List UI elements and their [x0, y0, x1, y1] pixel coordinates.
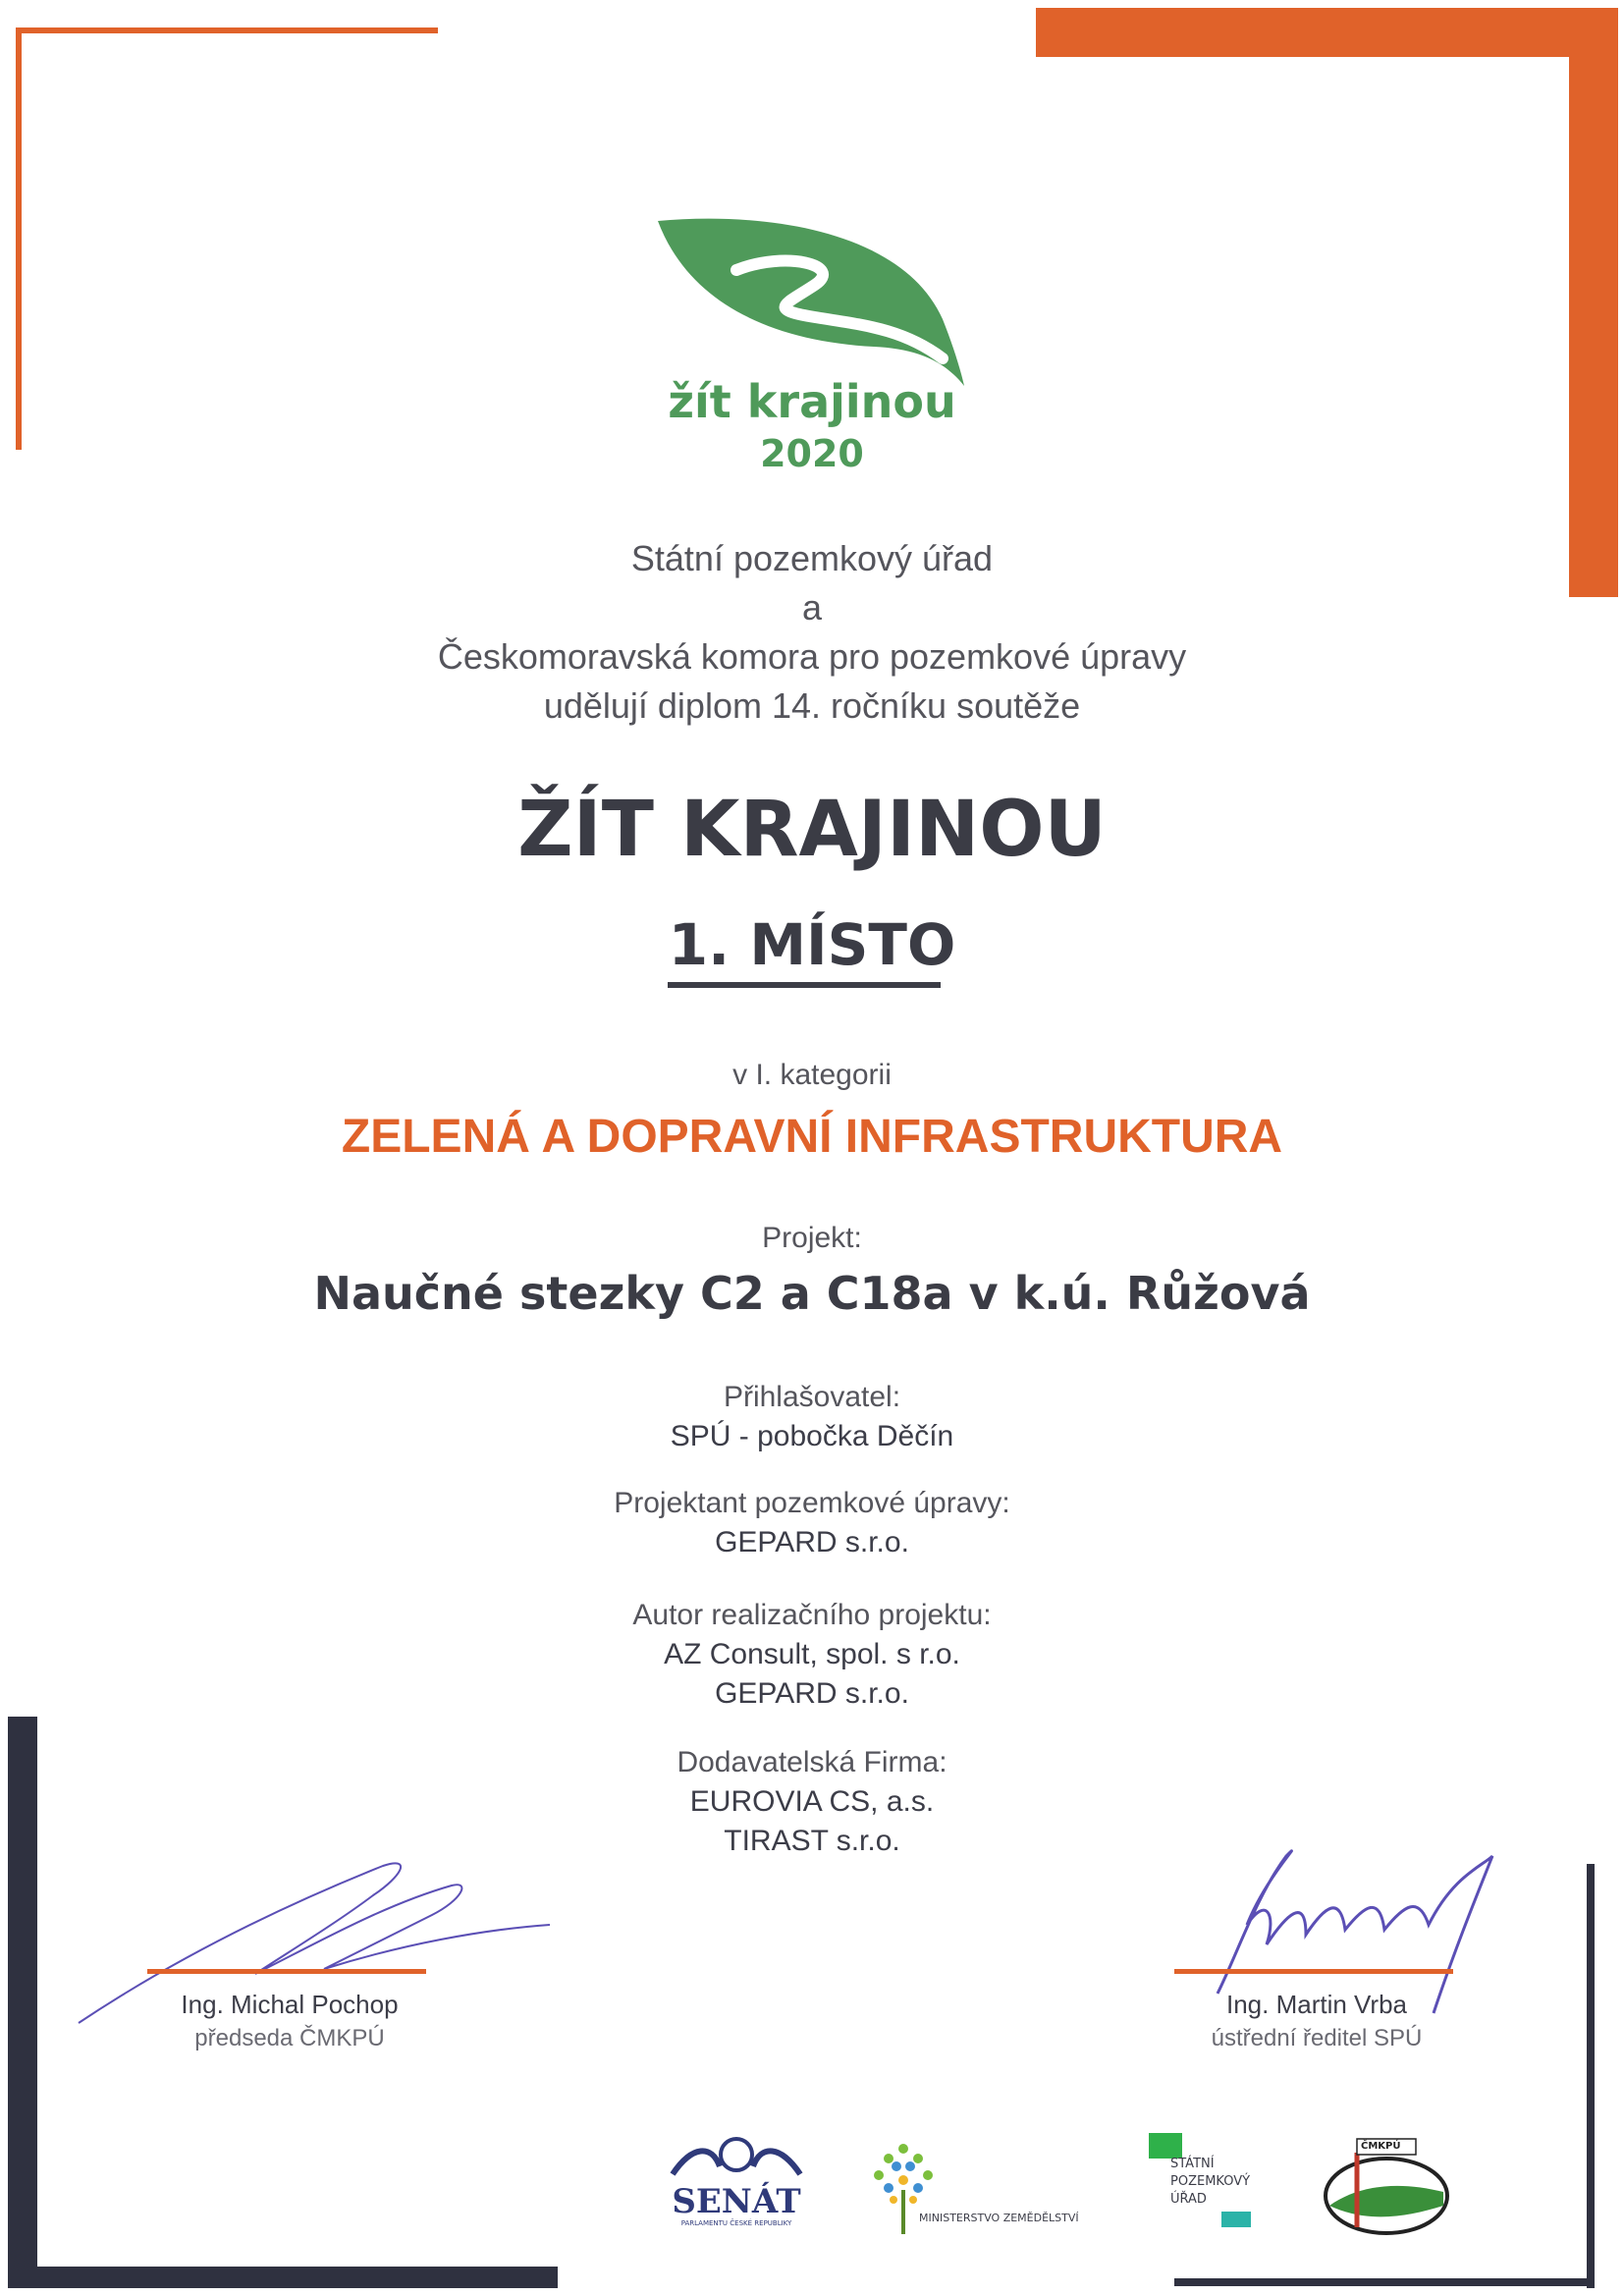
signature-right-name: Ing. Martin Vrba — [1225, 1990, 1407, 2019]
place-label: 1. MÍSTO — [668, 911, 956, 978]
senat-name: SENÁT — [672, 2182, 801, 2221]
frame-top-right-bar — [1036, 8, 1618, 57]
cmkpu-logo — [1318, 2133, 1455, 2241]
frame-top-left-bar — [16, 27, 438, 33]
senat-emblem-icon — [663, 2131, 810, 2180]
signature-left-line — [147, 1969, 426, 1974]
leaf-icon — [648, 211, 972, 388]
spu-line-1: STÁTNÍ — [1170, 2157, 1215, 2171]
frame-right-bottom-bar — [1587, 1864, 1595, 2288]
designer-label: Projektant pozemkové úpravy: — [614, 1487, 1010, 1519]
author-value-1: AZ Consult, spol. s r.o. — [664, 1638, 960, 1670]
designer-value: GEPARD s.r.o. — [715, 1526, 909, 1558]
supplier-value-1: EUROVIA CS, a.s. — [689, 1785, 935, 1818]
project-label: Projekt: — [762, 1222, 862, 1254]
frame-bottom-right-bar — [1174, 2278, 1595, 2286]
author-value-2: GEPARD s.r.o. — [715, 1677, 909, 1710]
cmkpu-name: ČMKPÚ — [1361, 2141, 1401, 2152]
senat-logo — [658, 2131, 815, 2239]
category-name: ZELENÁ A DOPRAVNÍ INFRASTRUKTURA — [341, 1111, 1283, 1163]
spu-line-3: ÚŘAD — [1170, 2192, 1207, 2207]
signature-left-role: předseda ČMKPÚ — [194, 2025, 385, 2051]
category-label: v I. kategorii — [732, 1059, 892, 1091]
signature-right-line — [1174, 1969, 1453, 1974]
author-label: Autor realizačního projektu: — [632, 1599, 992, 1631]
senat-subtitle: PARLAMENTU ČESKÉ REPUBLIKY — [680, 2219, 792, 2227]
signature-left-name: Ing. Michal Pochop — [181, 1990, 399, 2019]
applicant-value: SPÚ - pobočka Děčín — [670, 1420, 954, 1452]
frame-right-bar — [1569, 8, 1618, 597]
spu-logo — [1145, 2133, 1263, 2231]
project-name: Naučné stezky C2 a C18a v k.ú. Růžová — [313, 1267, 1311, 1320]
issuer-line-1: Státní pozemkový úřad — [630, 538, 994, 578]
mze-name: MINISTERSTVO ZEMĚDĚLSTVÍ — [919, 2212, 1079, 2224]
supplier-value-2: TIRAST s.r.o. — [724, 1825, 900, 1857]
spu-teal-square — [1221, 2212, 1251, 2227]
logo-title: žít krajinou — [668, 375, 956, 428]
issuer-line-4: udělují diplom 14. ročníku soutěže — [543, 685, 1081, 726]
frame-bottom-left-bar — [8, 2267, 558, 2288]
logo-year: 2020 — [760, 432, 864, 475]
competition-title: ŽÍT KRAJINOU — [517, 786, 1107, 874]
spu-line-2: POZEMKOVÝ — [1170, 2174, 1251, 2189]
signature-right-role: ústřední ředitel SPÚ — [1211, 2025, 1423, 2051]
applicant-label: Přihlašovatel: — [723, 1381, 901, 1413]
issuer-line-2: a — [801, 587, 823, 628]
mze-logo — [864, 2131, 1100, 2239]
place-underline — [668, 982, 941, 988]
issuer-line-3: Českomoravská komora pro pozemkové úpravy — [437, 636, 1187, 677]
leaf-logo — [648, 211, 972, 388]
supplier-label: Dodavatelská Firma: — [677, 1746, 947, 1778]
spu-green-square — [1149, 2133, 1182, 2159]
